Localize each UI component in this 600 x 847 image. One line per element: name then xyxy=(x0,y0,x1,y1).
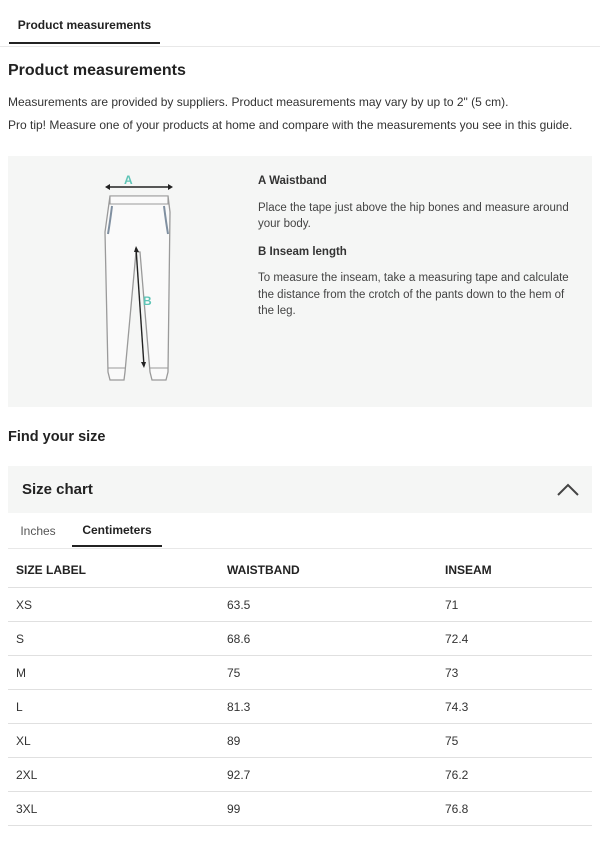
cell-size: XL xyxy=(8,724,219,758)
tab-product-measurements[interactable]: Product measurements xyxy=(9,0,160,44)
header-inseam: INSEAM xyxy=(437,553,592,588)
page-title: Product measurements xyxy=(8,62,186,79)
table-row xyxy=(8,758,592,792)
unit-tabs xyxy=(8,514,592,549)
waistband-arrow-left-head xyxy=(105,184,110,190)
label-b: B xyxy=(143,294,152,308)
cell-inseam: 76.8 xyxy=(437,792,592,826)
cell-inseam: 72.4 xyxy=(437,622,592,656)
inseam-arrow-bottom-head xyxy=(141,362,146,368)
measurement-guide xyxy=(8,156,592,407)
cell-inseam: 76.2 xyxy=(437,758,592,792)
inseam-title: B Inseam length xyxy=(258,245,347,258)
cell-waistband: 68.6 xyxy=(219,622,437,656)
header-waistband: WAISTBAND xyxy=(219,553,437,588)
inseam-text: To measure the inseam, take a measuring tape and calculate the distance from the crotch of the pants down to the hem of the leg. xyxy=(258,272,569,317)
cell-waistband: 92.7 xyxy=(219,758,437,792)
size-chart-title: Size chart xyxy=(22,481,93,498)
cell-waistband: 99 xyxy=(219,792,437,826)
cell-inseam: 74.3 xyxy=(437,690,592,724)
size-chart-header[interactable] xyxy=(8,466,592,513)
cell-inseam: 73 xyxy=(437,656,592,690)
top-tabbar xyxy=(0,0,600,47)
waistband-arrow-right-head xyxy=(168,184,173,190)
table-row xyxy=(8,622,592,656)
cell-waistband: 89 xyxy=(219,724,437,758)
pants-illustration xyxy=(98,172,178,394)
table-row xyxy=(8,690,592,724)
size-table xyxy=(8,553,592,826)
label-a: A xyxy=(124,173,133,187)
table-header-row xyxy=(8,553,592,588)
cell-waistband: 81.3 xyxy=(219,690,437,724)
cell-size: XS xyxy=(8,588,219,622)
pants-outline xyxy=(105,196,170,380)
cell-size: S xyxy=(8,622,219,656)
waistband-text: Place the tape just above the hip bones and measure around your body. xyxy=(258,201,569,230)
table-row xyxy=(8,724,592,758)
header-size-label: SIZE LABEL xyxy=(8,553,219,588)
cell-size: L xyxy=(8,690,219,724)
cell-inseam: 71 xyxy=(437,588,592,622)
cell-size: 3XL xyxy=(8,792,219,826)
cell-size: 2XL xyxy=(8,758,219,792)
table-row xyxy=(8,792,592,826)
waistband-shape xyxy=(110,196,168,204)
tab-centimeters[interactable]: Centimeters xyxy=(72,514,162,547)
table-row xyxy=(8,588,592,622)
measurement-descriptions xyxy=(258,173,582,331)
cell-size: M xyxy=(8,656,219,690)
waistband-title: A Waistband xyxy=(258,175,327,187)
cell-waistband: 75 xyxy=(219,656,437,690)
cell-waistband: 63.5 xyxy=(219,588,437,622)
cell-inseam: 75 xyxy=(437,724,592,758)
find-size-title: Find your size xyxy=(8,429,106,445)
table-row xyxy=(8,656,592,690)
tab-inches[interactable]: Inches xyxy=(20,523,56,538)
pro-tip: Pro tip! Measure one of your products at home and compare with the measurements you see in this guide. xyxy=(8,118,573,132)
supplier-note: Measurements are provided by suppliers. Product measurements may vary by up to 2" (5 cm). xyxy=(8,95,509,109)
chevron-up-icon[interactable] xyxy=(556,480,580,498)
